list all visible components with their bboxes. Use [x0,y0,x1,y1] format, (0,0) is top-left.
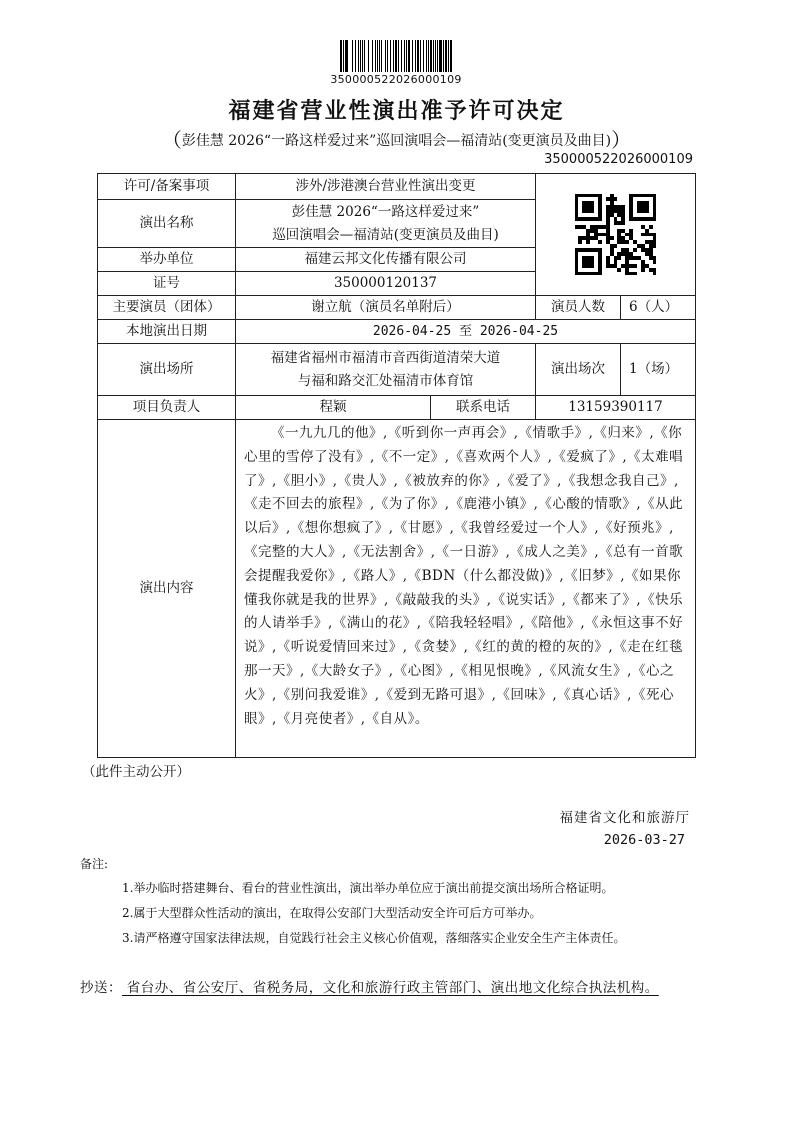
subtitle-close-paren: ） [611,128,632,152]
row-content [98,420,696,758]
public-notice: （此件主动公开） [82,764,190,780]
qr-module [653,272,657,276]
notes-label: 备注: [80,857,109,871]
page-subtitle [0,124,793,153]
issue-date: 2026-03-27 [603,832,685,848]
venue-line2: 与福和路交汇处福清市体育馆 [297,372,474,389]
note-item: 1.举办临时搭建舞台、看台的营业性演出，演出举办单位应于演出前提交演出场所合格证明。 [122,881,614,895]
label-content: 演出内容 [98,420,236,758]
label-license-no: 证号 [98,272,236,296]
label-show-name: 演出名称 [98,200,236,248]
row-manager [98,396,696,420]
label-organizer: 举办单位 [98,248,236,272]
notes-list [122,878,625,953]
barcode-bar [450,40,452,72]
label-main-performer: 主要演员（团体） [98,296,236,320]
note-item: 2.属于大型群众性活动的演出，在取得公安部门大型活动安全许可后方可举办。 [122,906,542,920]
row-venue [98,344,696,396]
value-permit-item: 涉外/涉港澳台营业性演出变更 [236,174,536,200]
label-venue: 演出场所 [98,344,236,396]
barcode [303,40,489,86]
label-sessions: 演出场次 [536,344,621,396]
label-performer-count: 演员人数 [536,296,621,320]
row-permit-item [98,174,696,200]
permit-table [97,173,696,758]
show-name-line1: 彭佳慧 2026“一路这样爱过来” [291,203,480,220]
value-sessions: 1（场） [621,344,696,396]
barcode-number: 350000522026000109 [330,73,462,86]
value-phone: 13159390117 [536,396,696,420]
row-dates [98,320,696,344]
value-performer-count: 6（人） [621,296,696,320]
label-phone: 联系电话 [431,396,536,420]
note-item: 3.请严格遵守国家法律法规，自觉践行社会主义核心价值观，落细落实企业安全生产主体责任。 [122,931,626,945]
value-dates: 2026-04-25 至 2026-04-25 [236,320,696,344]
show-name-line2: 巡回演唱会—福清站(变更演员及曲目) [272,226,499,243]
cc-section [80,975,720,1001]
label-manager: 项目负责人 [98,396,236,420]
barcode-bars [303,40,489,72]
subtitle-open-paren: （ [161,128,182,152]
row-main-performer [98,296,696,320]
subtitle-text: 彭佳慧 2026“一路这样爱过来”巡回演唱会—福清站(变更演员及曲目) [181,133,612,149]
value-show-name [236,200,536,248]
qr-cell [536,174,696,296]
value-manager: 程颖 [236,396,431,420]
label-dates: 本地演出日期 [98,320,236,344]
issuer: 福建省文化和旅游厅 [559,810,690,826]
venue-line1: 福建省福州市福清市音西街道清荣大道 [270,349,501,366]
qr-code-icon [575,194,657,276]
label-permit-item: 许可/备案事项 [98,174,236,200]
document-number: 350000522026000109 [544,152,693,167]
value-license-no: 350000120137 [236,272,536,296]
value-venue [236,344,536,396]
cc-label: 抄送： [80,980,122,996]
page-title: 福建省营业性演出准予许可决定 [228,99,565,124]
value-main-performer: 谢立航（演员名单附后） [236,296,536,320]
value-organizer: 福建云邦文化传播有限公司 [236,248,536,272]
value-content: 《一九九几的他》,《听到你一声再会》,《情歌手》,《归来》,《你心里的雪停了没有》,《不一定》,《喜欢两个人》,《爱疯了》,《太难唱了》,《胆小》,《贵人》,《被放弃的你》,《爱了》,《我想念我自己》,《走不回去的旅程》,《为了你》,《鹿港小镇》,《心酸的情歌》,《从此以后》,《想你想疯了》,《甘愿》,《我曾经爱过一个人》,《好预兆》,《完整的大人》,《无法割舍》,《一日游》,《成人之美》,《总有一首歌会提醒我爱你》,《路人》,《BDN（什么都没做)》,《旧梦》,《如果你懂我你就是我的世界》,《敲敲我的头》,《说实话》,《都来了》,《快乐的人请举手》,《满山的花》,《陪我轻轻唱》,《陪他》,《永恒这事不好说》,《听说爱情回来过》,《贪婪》,《红的黄的橙的灰的》,《走在红毯那一天》,《大龄女子》,《心图》,《相见恨晚》,《风流女生》,《心之火》,《别问我爱谁》,《爱到无路可退》,《回味》,《真心话》,《死心眼》,《月亮使者》,《自从》。 [236,420,696,758]
cc-recipients: 省台办、省公安厅、省税务局，文化和旅游行政主管部门、演出地文化综合执法机构。 [122,980,659,996]
